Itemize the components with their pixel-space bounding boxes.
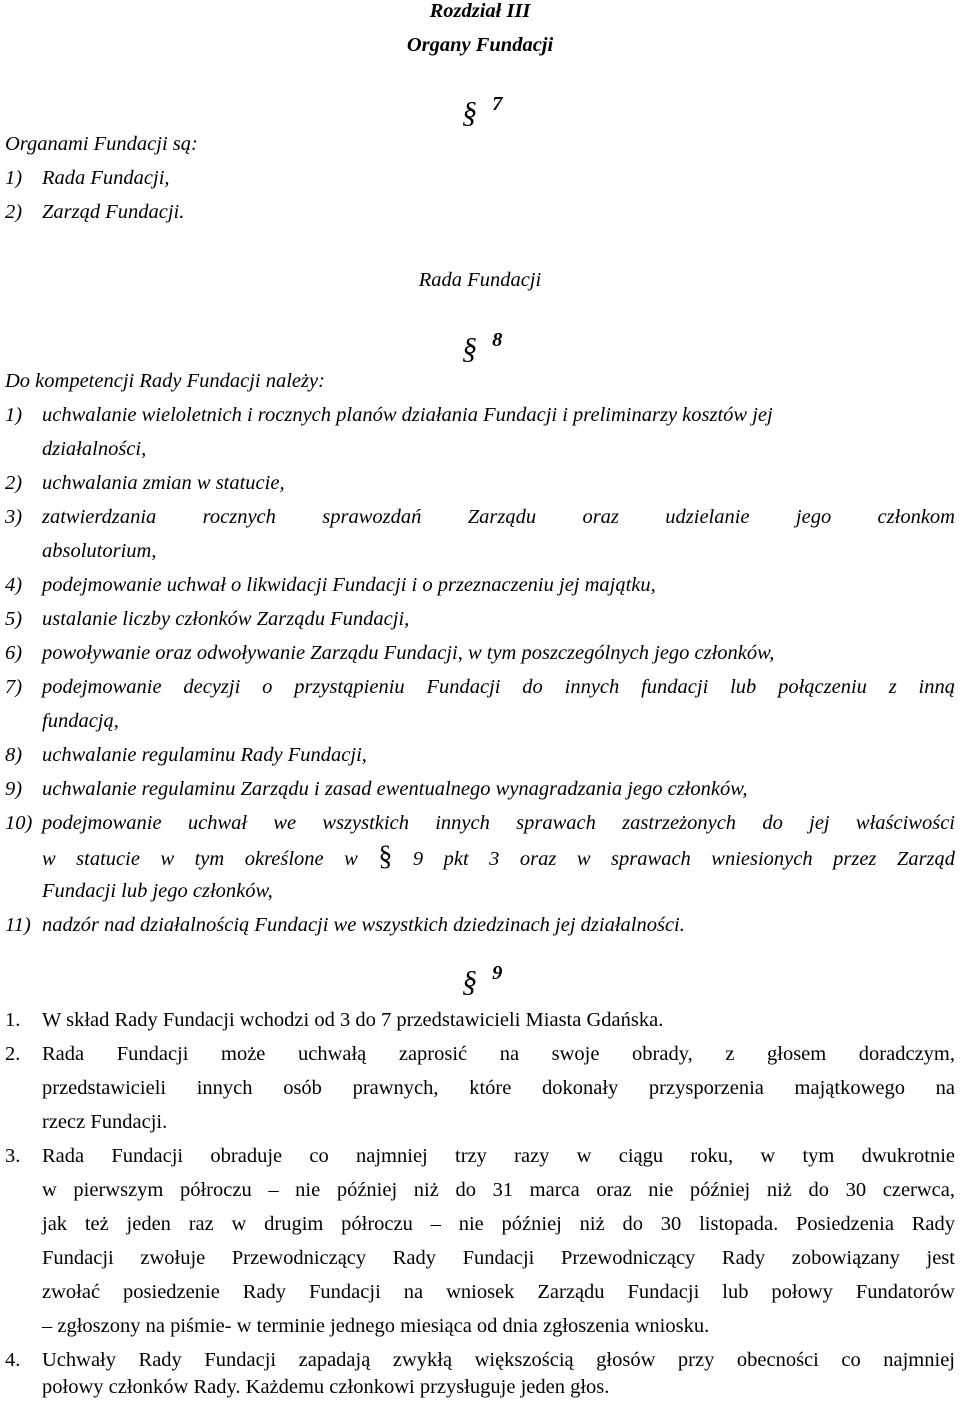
section-7-heading: [462, 93, 503, 133]
chapter-subheading: Organy Fundacji: [406, 34, 554, 56]
item-number: 4): [5, 574, 23, 596]
rada-heading: Rada Fundacji: [418, 269, 542, 291]
section-8-heading: [462, 329, 503, 369]
paragraph-line: Rada Fundacji obraduje co najmniej trzy razy w ciągu roku, w tym dwukrotnie: [42, 1145, 955, 1167]
item-text: działalności,: [42, 438, 147, 460]
item-number: 8): [5, 744, 23, 766]
paragraph-number: 4.: [5, 1349, 21, 1371]
paragraph-line: – zgłoszony na piśmie- w terminie jednego miesiąca od dnia zgłoszenia wniosku.: [42, 1315, 710, 1337]
item-text: uchwalanie regulaminu Rady Fundacji,: [42, 744, 367, 766]
item-number: 3): [5, 506, 23, 528]
item-text: uchwalanie wieloletnich i rocznych planów działania Fundacji i preliminarzy kosztów jej: [42, 404, 773, 426]
item-number: 11): [5, 914, 31, 936]
item-text: podejmowanie uchwał we wszystkich innych sprawach zastrzeżonych do jej właściwości: [42, 812, 955, 834]
item-number: 5): [5, 608, 23, 630]
item-number: 2): [5, 201, 23, 223]
item-text-part: 9 pkt 3 oraz w sprawach wniesionych przez Zarząd: [412, 848, 956, 870]
section-number: 7: [492, 93, 503, 115]
item-number: 2): [5, 472, 23, 494]
section-sign: §: [462, 965, 477, 998]
item-text: nadzór nad działalnością Fundacji we wszystkich dziedzinach jej działalności.: [42, 914, 685, 936]
item-text-part: w statucie w tym określone w: [42, 848, 358, 870]
item-text: zatwierdzania rocznych sprawozdań Zarządu oraz udzielanie jego członkom: [42, 506, 955, 528]
item-text: Rada Fundacji,: [42, 167, 170, 189]
chapter-heading: Rozdział III: [429, 0, 531, 22]
item-text: absolutorium,: [42, 540, 157, 562]
section-sign: §: [462, 332, 477, 365]
paragraph-line: Fundacji zwołuje Przewodniczący Rady Fundacji Przewodniczący Rady zobowiązany jest: [42, 1247, 955, 1269]
paragraph-line: zwołać posiedzenie Rady Fundacji na wniosek Zarządu Fundacji lub połowy Fundatorów: [42, 1281, 955, 1303]
section-sign: §: [378, 841, 393, 872]
section-number: 9: [492, 962, 503, 984]
paragraph-line: przedstawicieli innych osób prawnych, które dokonały przysporzenia majątkowego na: [42, 1077, 955, 1099]
paragraph-line: w pierwszym półroczu – nie później niż do 31 marca oraz nie później niż do 30 czerwca,: [42, 1179, 955, 1201]
item-number: 7): [5, 676, 23, 698]
section-9-heading: [462, 962, 503, 1002]
paragraph-line: jak też jeden raz w drugim półroczu – nie później niż do 30 listopada. Posiedzenia Rady: [42, 1213, 955, 1235]
section-number: 8: [492, 329, 503, 351]
paragraph-line: Rada Fundacji może uchwałą zaprosić na swoje obrady, z głosem doradczym,: [42, 1043, 955, 1065]
item-text: [42, 840, 955, 876]
item-number: 10): [5, 812, 33, 834]
item-text: podejmowanie uchwał o likwidacji Fundacji i o przeznaczeniu jej majątku,: [42, 574, 656, 596]
item-text: podejmowanie decyzji o przystąpieniu Fundacji do innych fundacji lub połączeniu z inną: [42, 676, 955, 698]
item-text: uchwalania zmian w statucie,: [42, 472, 285, 494]
item-number: 1): [5, 404, 23, 426]
paragraph-line: rzecz Fundacji.: [42, 1111, 168, 1133]
item-number: 1): [5, 167, 23, 189]
section-7-intro: Organami Fundacji są:: [5, 133, 198, 155]
item-number: 6): [5, 642, 23, 664]
paragraph-line: połowy członków Rady. Każdemu członkowi przysługuje jeden głos.: [42, 1376, 610, 1398]
item-number: 9): [5, 778, 23, 800]
item-text: Fundacji lub jego członków,: [42, 880, 273, 902]
section-8-intro: Do kompetencji Rady Fundacji należy:: [5, 370, 325, 392]
item-text: powoływanie oraz odwoływanie Zarządu Fundacji, w tym poszczególnych jego członków,: [42, 642, 775, 664]
paragraph-number: 1.: [5, 1009, 21, 1031]
paragraph-number: 2.: [5, 1043, 21, 1065]
item-text: uchwalanie regulaminu Zarządu i zasad ewentualnego wynagradzania jego członków,: [42, 778, 748, 800]
paragraph-number: 3.: [5, 1145, 21, 1167]
paragraph-line: W skład Rady Fundacji wchodzi od 3 do 7 przedstawicieli Miasta Gdańska.: [42, 1009, 664, 1031]
item-text: Zarząd Fundacji.: [42, 201, 185, 223]
paragraph-line: Uchwały Rady Fundacji zapadają zwykłą większością głosów przy obecności co najmniej: [42, 1349, 955, 1371]
section-sign: §: [462, 96, 477, 129]
item-text: ustalanie liczby członków Zarządu Fundacji,: [42, 608, 410, 630]
item-text: fundacją,: [42, 710, 119, 732]
